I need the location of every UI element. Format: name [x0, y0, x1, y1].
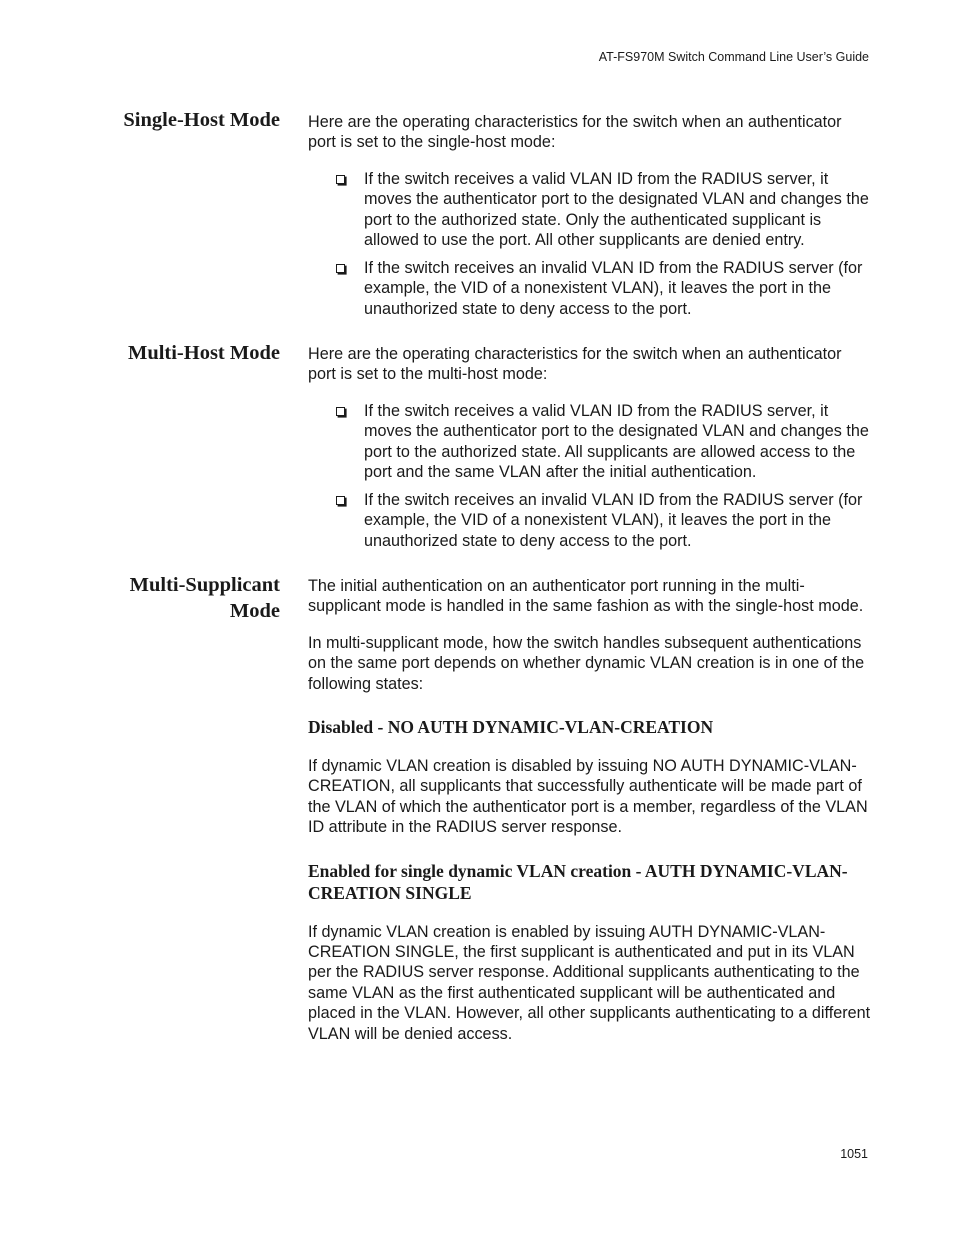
body-paragraph: In multi-supplicant mode, how the switch handles subsequent authentications on the same port depends on whether dynamic VLAN creation is in one of the following states: [308, 633, 865, 693]
list-item [336, 490, 873, 551]
body-paragraph: The initial authentication on an authenticator port running in the multi-supplicant mode is handled in the same fashion as with the single-host mode. [308, 577, 864, 616]
list-item [336, 258, 873, 319]
section-body [308, 112, 873, 327]
checkbox-bullet-icon [336, 407, 345, 416]
checkbox-bullet-icon [336, 496, 345, 505]
body-paragraph: If dynamic VLAN creation is disabled by issuing NO AUTH DYNAMIC-VLAN-CREATION, all supplicants that successfully authenticate will be made part of the VLAN of which the authenticator port is a member, regardless of the VLAN ID attribute in the RADIUS server response. [308, 757, 868, 837]
section-heading-line: Multi-Supplicant [129, 574, 280, 596]
section-heading: Single-Host Mode [123, 109, 280, 131]
section-heading-line: Mode [229, 600, 280, 622]
list-item-text: If the switch receives a valid VLAN ID from the RADIUS server, it moves the authenticator port to the designated VLAN and changes the port to the authorized state. Only the authenticated supplicant is allowed to use the port. All other supplicants are denied entry. [364, 169, 869, 250]
section-body [308, 344, 873, 559]
bullet-list [308, 169, 873, 319]
list-item-text: If the switch receives an invalid VLAN ID from the RADIUS server (for example, the VID of a nonexistent VLAN), it leaves the port in the unauthorized state to deny access to the port. [364, 258, 863, 318]
list-item-text: If the switch receives an invalid VLAN ID from the RADIUS server (for example, the VID of a nonexistent VLAN), it leaves the port in the unauthorized state to deny access to the port. [364, 490, 863, 550]
subsection-heading: Disabled - NO AUTH DYNAMIC-VLAN-CREATION [308, 717, 714, 738]
list-item-text: If the switch receives a valid VLAN ID from the RADIUS server, it moves the authenticator port to the designated VLAN and changes the port to the authorized state. All supplicants are allowed access to the port and the same VLAN after the initial authentication. [364, 401, 869, 482]
section-body [308, 576, 873, 1060]
body-paragraph: If dynamic VLAN creation is enabled by issuing AUTH DYNAMIC-VLAN-CREATION SINGLE, the first supplicant is authenticated and put in its VLAN per the RADIUS server response. Additional supplicants authenticating to the same VLAN as the first authenticated supplicant will be authenticated and placed in the VLAN. However, all other supplicants authenticating to a different VLAN will be denied access. [308, 922, 871, 1043]
section-heading [80, 572, 280, 624]
page-number: 1051 [840, 1147, 868, 1161]
intro-paragraph: Here are the operating characteristics for the switch when an authenticator port is set to the single-host mode: [308, 113, 842, 152]
checkbox-bullet-icon [336, 175, 345, 184]
list-item [336, 401, 873, 483]
intro-paragraph: Here are the operating characteristics for the switch when an authenticator port is set to the multi-host mode: [308, 345, 842, 384]
bullet-list [308, 401, 873, 551]
checkbox-bullet-icon [336, 264, 345, 273]
list-item [336, 169, 873, 251]
subsection-heading: Enabled for single dynamic VLAN creation - AUTH DYNAMIC-VLAN-CREATION SINGLE [308, 860, 848, 903]
section-heading: Multi-Host Mode [127, 342, 280, 364]
running-header: AT-FS970M Switch Command Line User’s Guide [598, 50, 869, 64]
